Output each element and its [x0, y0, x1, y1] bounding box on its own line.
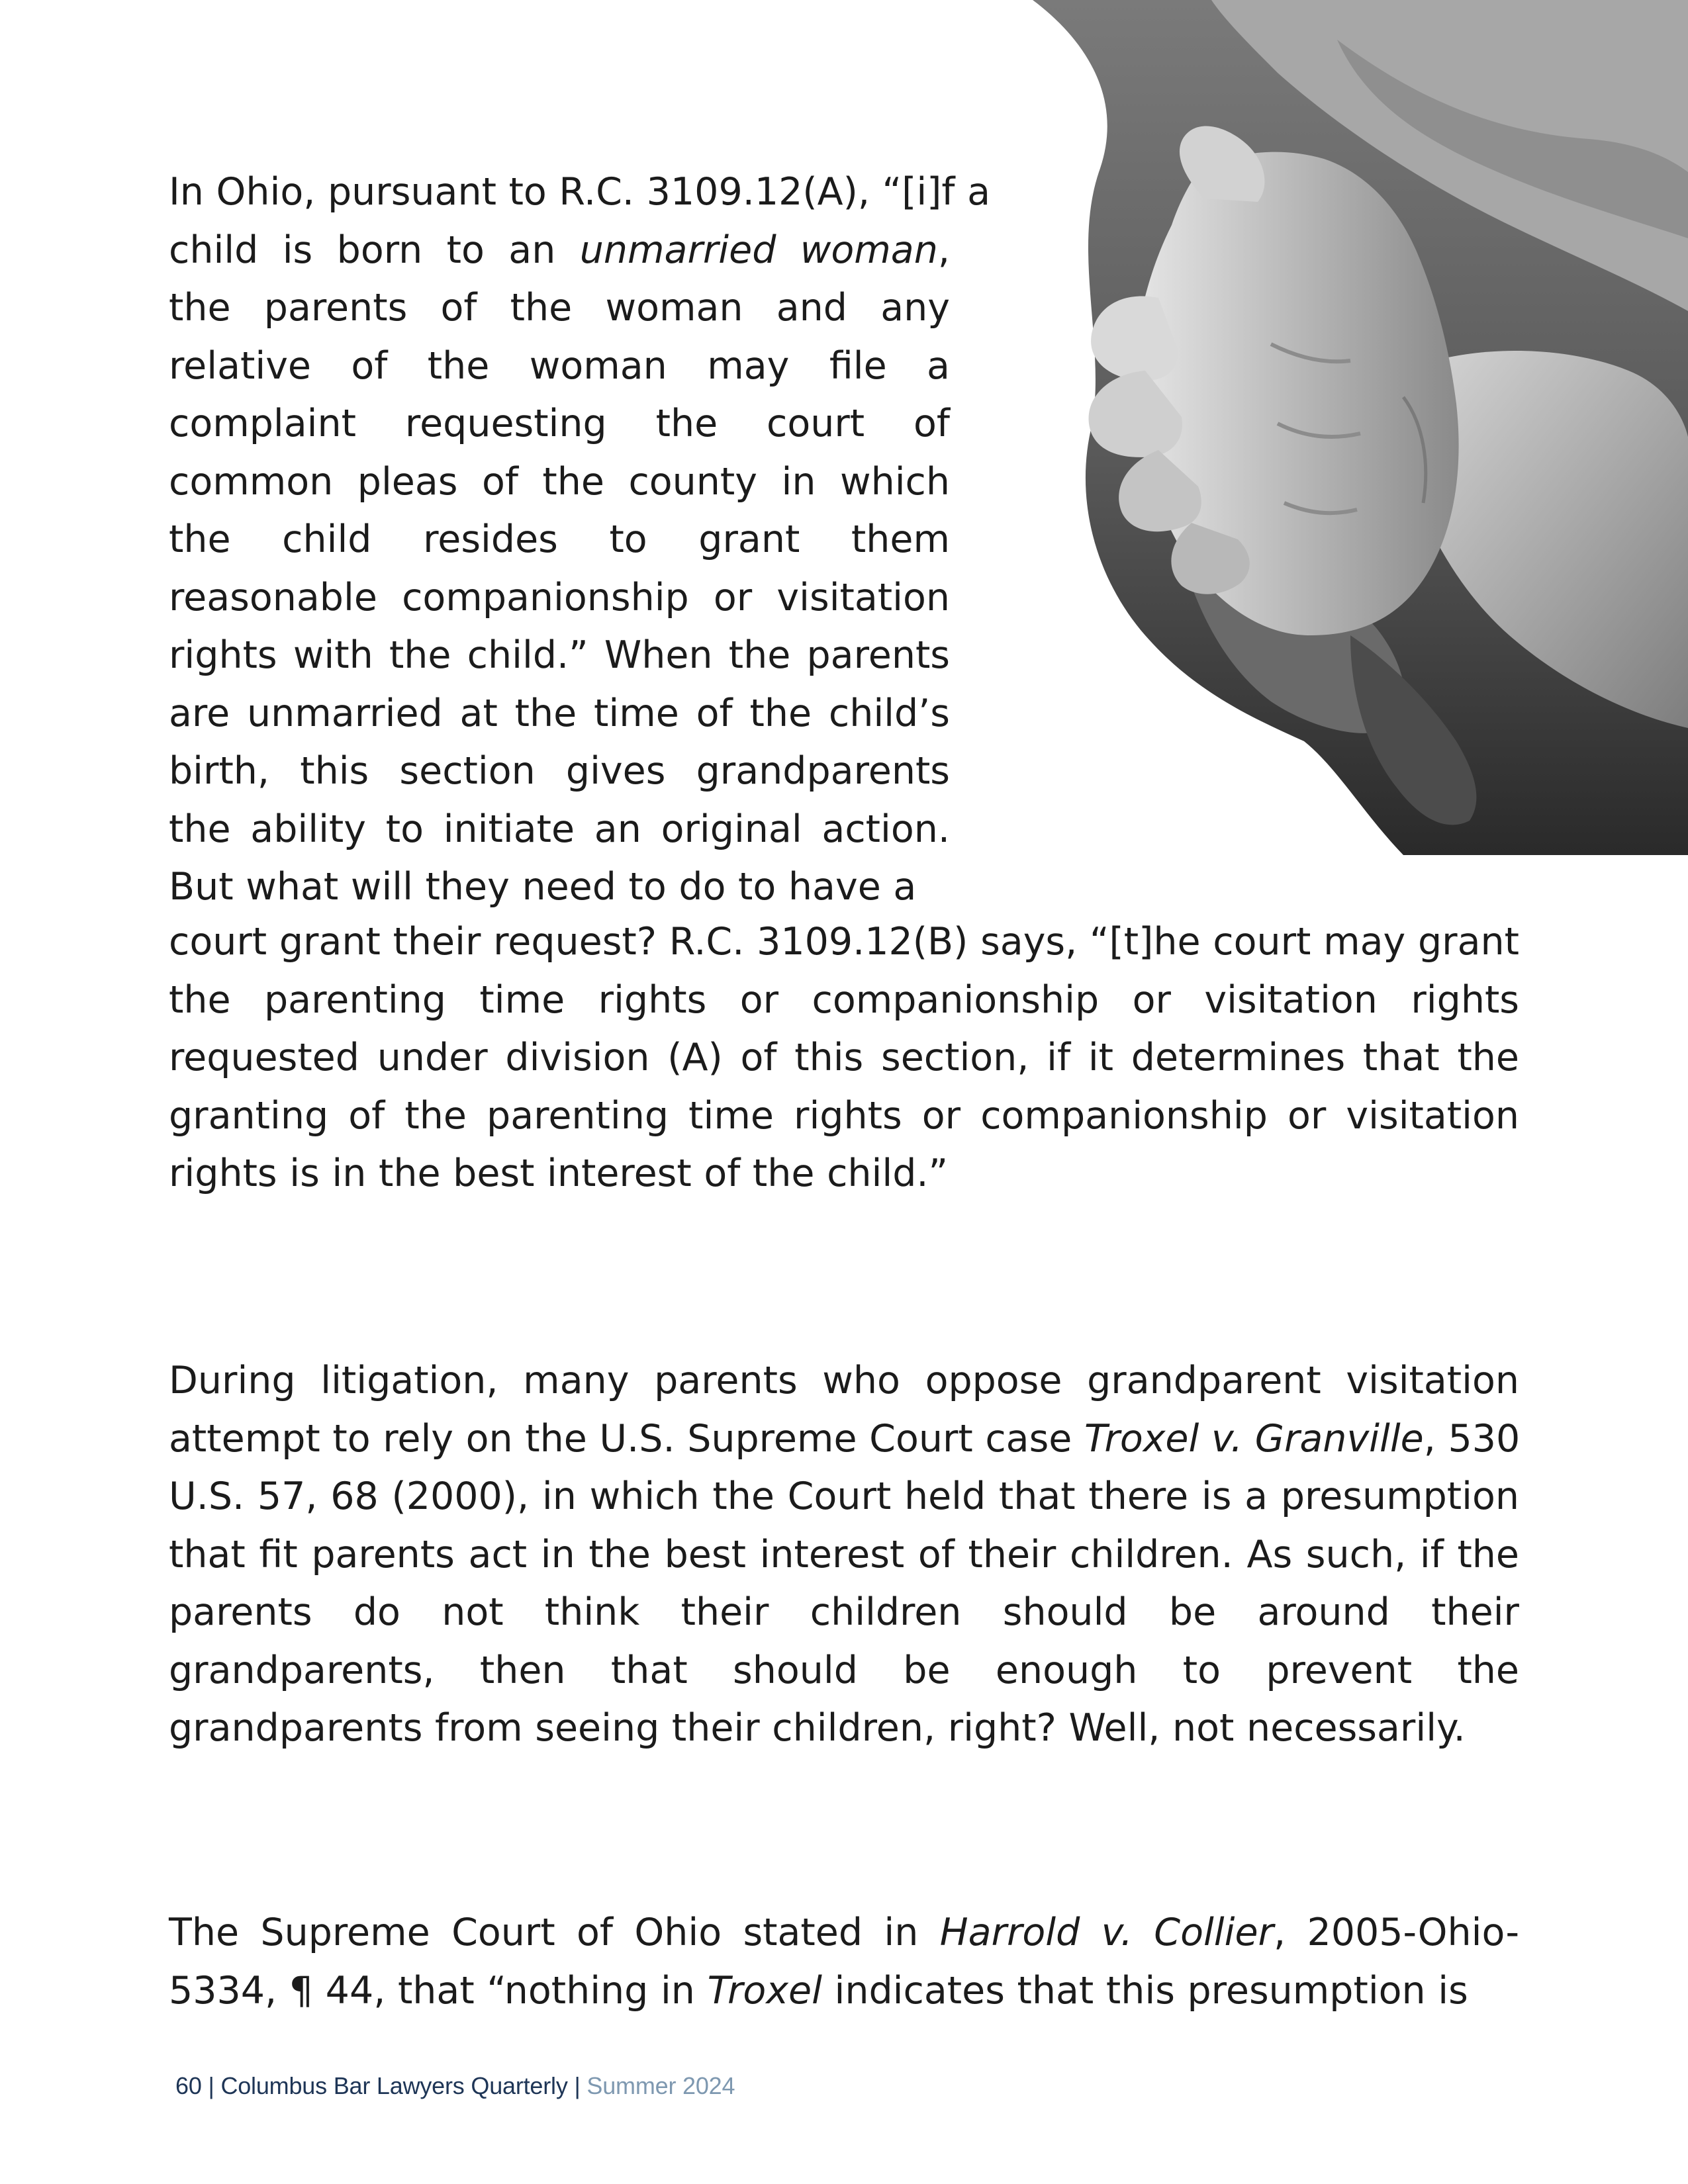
case-name-troxel: Troxel [707, 1968, 822, 2013]
text-run: indicates that this presumption is [821, 1968, 1468, 2013]
page-footer [175, 2071, 735, 2101]
text-line: the parenting time rights or companionship or visitation rights [169, 978, 1519, 1022]
text-line: rights is in the best interest of the child.” [169, 1152, 949, 1195]
text-line: the ability to initiate an original action. [169, 807, 950, 851]
text-line: common pleas of the county in which [169, 459, 950, 504]
footer-separator: | [574, 2072, 581, 2099]
text-run: , 2005-Ohio- [1273, 1911, 1520, 1954]
text-line: granting of the parenting time rights or companionship or visitation [169, 1093, 1519, 1138]
issue-label: Summer 2024 [586, 2072, 735, 2099]
text-line: During litigation, many parents who oppose grandparent visitation [169, 1359, 1519, 1402]
footer-separator: | [208, 2072, 214, 2099]
text-line: reasonable companionship or visitation [169, 575, 950, 619]
text-line [169, 1410, 1519, 1469]
paragraph-1-wide [169, 913, 1519, 1203]
text-line: In Ohio, pursuant to R.C. 3109.12(A), “[i]f a [169, 170, 991, 214]
text-line: requested under division (A) of this section, if it determines that the [169, 1036, 1519, 1079]
text-line: relative of the woman may file a [169, 343, 950, 388]
text-line: the parents of the woman and any [169, 286, 950, 330]
text-line: court grant their request? R.C. 3109.12(B) says, “[t]he court may grant [169, 920, 1519, 964]
text-line: U.S. 57, 68 (2000), in which the Court held that there is a presumption [169, 1475, 1519, 1518]
text-line [169, 1962, 1519, 2021]
page-number: 60 [175, 2072, 202, 2099]
hands-photo-icon [993, 0, 1688, 855]
text-run: 5334, ¶ 44, that “nothing in [169, 1968, 708, 2013]
text-line: complaint requesting the court of [169, 402, 950, 445]
hands-photo [993, 0, 1688, 855]
text-line: grandparents from seeing their children, right? Well, not necessarily. [169, 1706, 1466, 1750]
text-run: , [937, 228, 950, 272]
text-line: that fit parents act in the best interest of their children. As such, if the [169, 1532, 1519, 1576]
publication-name: Columbus Bar Lawyers Quarterly [220, 2072, 568, 2099]
text-line: are unmarried at the time of the child’s [169, 691, 950, 735]
text-run: The Supreme Court of Ohio stated in [169, 1911, 940, 1954]
text-run: , 530 [1423, 1416, 1521, 1461]
text-line [169, 222, 950, 280]
text-line: birth, this section gives grandparents [169, 749, 950, 793]
text-line: But what will they need to do to have a [169, 865, 917, 909]
paragraph-2 [169, 1352, 1519, 1758]
case-name-harrold-v-collier: Harrold v. Collier [939, 1911, 1274, 1954]
text-line: parents do not think their children should be around their [169, 1590, 1519, 1634]
case-name-troxel-v-granville: Troxel v. Granville [1084, 1416, 1424, 1461]
italic-text: unmarried woman [579, 228, 938, 272]
text-run: attempt to rely on the U.S. Supreme Court case [169, 1416, 1084, 1461]
text-line: the child resides to grant them [169, 518, 950, 561]
text-line: rights with the child.” When the parents [169, 633, 950, 677]
text-line: grandparents, then that should be enough to prevent the [169, 1648, 1519, 1692]
paragraph-1-narrow [169, 163, 991, 917]
text-line [169, 1904, 1519, 1962]
paragraph-3 [169, 1904, 1519, 2020]
text-run: child is born to an [169, 228, 580, 272]
